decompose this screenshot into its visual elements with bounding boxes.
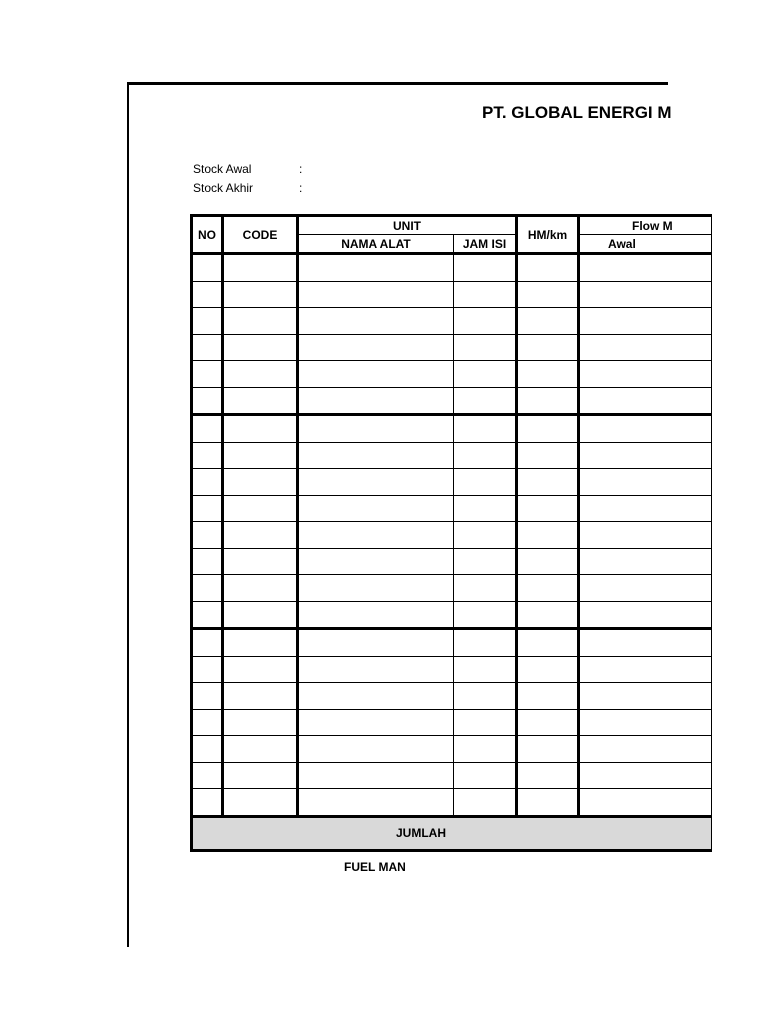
table-cell[interactable]: [517, 495, 579, 522]
table-cell[interactable]: [454, 281, 517, 308]
table-cell[interactable]: [517, 254, 579, 282]
table-cell[interactable]: [298, 442, 454, 469]
table-cell[interactable]: [579, 334, 712, 361]
table-cell[interactable]: [454, 308, 517, 335]
table-row: [192, 415, 712, 443]
table-cell[interactable]: [517, 308, 579, 335]
table-cell[interactable]: [454, 334, 517, 361]
table-cell[interactable]: [298, 334, 454, 361]
table-cell[interactable]: [223, 629, 298, 657]
table-row: [192, 522, 712, 549]
table-cell[interactable]: [454, 254, 517, 282]
table-cell[interactable]: [223, 601, 298, 629]
table-cell[interactable]: [298, 762, 454, 789]
table-cell[interactable]: [517, 415, 579, 443]
table-cell[interactable]: [517, 683, 579, 710]
table-cell[interactable]: [454, 762, 517, 789]
table-cell[interactable]: [517, 629, 579, 657]
table-row: [192, 387, 712, 415]
company-title: PT. GLOBAL ENERGI M: [482, 103, 672, 122]
table-cell[interactable]: [298, 789, 454, 817]
table-cell[interactable]: [579, 442, 712, 469]
table-cell[interactable]: [223, 548, 298, 575]
table-row: [192, 361, 712, 388]
table-cell[interactable]: [192, 281, 223, 308]
table-cell[interactable]: [223, 334, 298, 361]
table-cell[interactable]: [517, 736, 579, 763]
table-cell[interactable]: [223, 254, 298, 282]
table-cell[interactable]: [579, 522, 712, 549]
table-cell[interactable]: [223, 736, 298, 763]
table-cell[interactable]: [454, 629, 517, 657]
table-cell[interactable]: [298, 254, 454, 282]
fuel-man-signature-label: FUEL MAN: [344, 860, 406, 874]
table-row: [192, 281, 712, 308]
table-cell[interactable]: [579, 281, 712, 308]
table-cell[interactable]: [192, 789, 223, 817]
table-cell[interactable]: [517, 789, 579, 817]
table-cell[interactable]: [223, 575, 298, 602]
table-cell[interactable]: [192, 762, 223, 789]
header-flow: Flow M: [579, 216, 712, 235]
table-cell[interactable]: [579, 469, 712, 496]
stock-akhir-label: Stock Akhir: [193, 181, 254, 195]
table-cell[interactable]: [192, 522, 223, 549]
page-border-top: [127, 82, 668, 85]
table-cell[interactable]: [298, 415, 454, 443]
header-awal: Awal: [579, 235, 712, 254]
table-row: [192, 601, 712, 629]
table-cell[interactable]: [223, 308, 298, 335]
table-cell[interactable]: [192, 308, 223, 335]
table-cell[interactable]: [454, 548, 517, 575]
table-row: [192, 254, 712, 282]
stock-akhir-row: [193, 181, 303, 195]
header-nama-alat: NAMA ALAT: [298, 235, 454, 254]
table-cell[interactable]: [517, 656, 579, 683]
table-cell[interactable]: [454, 709, 517, 736]
table-cell[interactable]: [298, 575, 454, 602]
table-cell[interactable]: [579, 575, 712, 602]
table-cell[interactable]: [298, 361, 454, 388]
table-row: [192, 469, 712, 496]
table-cell[interactable]: [579, 683, 712, 710]
table-cell[interactable]: [579, 548, 712, 575]
table-cell[interactable]: [579, 736, 712, 763]
stock-akhir-colon: :: [299, 181, 303, 195]
table-cell[interactable]: [454, 575, 517, 602]
table-cell[interactable]: [454, 736, 517, 763]
table-row: [192, 709, 712, 736]
table-cell[interactable]: [223, 442, 298, 469]
table-body: [192, 254, 712, 817]
table-cell[interactable]: [223, 522, 298, 549]
fuel-log-table: [190, 214, 712, 852]
table-cell[interactable]: [579, 387, 712, 415]
table-cell[interactable]: [517, 522, 579, 549]
table-cell[interactable]: [298, 495, 454, 522]
table-cell[interactable]: [223, 683, 298, 710]
table-cell[interactable]: [298, 281, 454, 308]
table-cell[interactable]: [579, 762, 712, 789]
table-cell[interactable]: [454, 601, 517, 629]
page-border-left: [127, 82, 129, 947]
table-cell[interactable]: [517, 601, 579, 629]
table-cell[interactable]: [454, 495, 517, 522]
table-cell[interactable]: [579, 601, 712, 629]
table-row: [192, 736, 712, 763]
table-cell[interactable]: [579, 656, 712, 683]
table-cell[interactable]: [517, 334, 579, 361]
table-cell[interactable]: [192, 601, 223, 629]
table-cell[interactable]: [223, 762, 298, 789]
total-label: JUMLAH: [396, 826, 446, 840]
table-row: [192, 442, 712, 469]
table-cell[interactable]: [298, 683, 454, 710]
header-code: CODE: [223, 216, 298, 254]
header-hm-km: HM/km: [517, 216, 579, 254]
table-cell[interactable]: [454, 469, 517, 496]
table-cell[interactable]: [223, 495, 298, 522]
table-cell[interactable]: [298, 601, 454, 629]
stock-awal-row: [193, 162, 303, 176]
table-cell[interactable]: [298, 709, 454, 736]
table-cell[interactable]: [192, 442, 223, 469]
table-cell[interactable]: [517, 361, 579, 388]
table-row: [192, 495, 712, 522]
table-row: [192, 548, 712, 575]
table-cell[interactable]: [192, 575, 223, 602]
table-cell[interactable]: [517, 709, 579, 736]
table-cell[interactable]: [192, 629, 223, 657]
table-row: [192, 575, 712, 602]
header-unit: UNIT: [298, 216, 517, 235]
table-cell[interactable]: [192, 415, 223, 443]
table-cell[interactable]: [223, 415, 298, 443]
table-cell[interactable]: [454, 656, 517, 683]
total-row: [192, 816, 712, 850]
table-cell[interactable]: [192, 495, 223, 522]
table-cell[interactable]: [517, 442, 579, 469]
table-cell[interactable]: [298, 656, 454, 683]
stock-awal-colon: :: [299, 162, 303, 176]
table-cell[interactable]: [192, 656, 223, 683]
table-row: [192, 683, 712, 710]
table-cell[interactable]: [298, 308, 454, 335]
table-row: [192, 629, 712, 657]
table-cell[interactable]: [223, 469, 298, 496]
table-cell[interactable]: [579, 361, 712, 388]
table-cell[interactable]: [454, 387, 517, 415]
table-cell[interactable]: [223, 656, 298, 683]
table-cell[interactable]: [454, 442, 517, 469]
table-cell[interactable]: [298, 629, 454, 657]
table-cell[interactable]: [298, 522, 454, 549]
table-cell[interactable]: [517, 762, 579, 789]
table-cell[interactable]: [192, 254, 223, 282]
table-cell[interactable]: [579, 254, 712, 282]
table-cell[interactable]: [579, 415, 712, 443]
table-cell[interactable]: [579, 495, 712, 522]
table-cell[interactable]: [223, 281, 298, 308]
table-cell[interactable]: [298, 387, 454, 415]
table-cell[interactable]: [192, 334, 223, 361]
header-no: NO: [192, 216, 223, 254]
table-cell[interactable]: [454, 522, 517, 549]
table-cell[interactable]: [223, 709, 298, 736]
table-cell[interactable]: [192, 736, 223, 763]
table-row: [192, 656, 712, 683]
table-cell[interactable]: [192, 361, 223, 388]
table-cell[interactable]: [517, 281, 579, 308]
stock-awal-label: Stock Awal: [193, 162, 252, 176]
table-cell[interactable]: [298, 548, 454, 575]
table-cell[interactable]: [579, 629, 712, 657]
table-row: [192, 762, 712, 789]
table-cell[interactable]: [517, 387, 579, 415]
table-cell[interactable]: [454, 683, 517, 710]
table-cell[interactable]: [298, 736, 454, 763]
table-cell[interactable]: [517, 469, 579, 496]
table-cell[interactable]: [192, 709, 223, 736]
table-cell[interactable]: [454, 415, 517, 443]
table-cell[interactable]: [192, 548, 223, 575]
table-cell[interactable]: [223, 387, 298, 415]
table-cell[interactable]: [517, 575, 579, 602]
table-cell[interactable]: [454, 361, 517, 388]
table-cell[interactable]: [223, 789, 298, 817]
table-cell[interactable]: [517, 548, 579, 575]
table-cell[interactable]: [579, 308, 712, 335]
table-cell[interactable]: [223, 361, 298, 388]
table-cell[interactable]: [454, 789, 517, 817]
table-cell[interactable]: [192, 683, 223, 710]
table-cell[interactable]: [298, 469, 454, 496]
table-row: [192, 789, 712, 817]
table-row: [192, 334, 712, 361]
header-jam-isi: JAM ISI: [454, 235, 517, 254]
table-cell[interactable]: [192, 469, 223, 496]
table-cell[interactable]: [192, 387, 223, 415]
table-row: [192, 308, 712, 335]
table-cell[interactable]: [579, 709, 712, 736]
table-cell[interactable]: [579, 789, 712, 817]
